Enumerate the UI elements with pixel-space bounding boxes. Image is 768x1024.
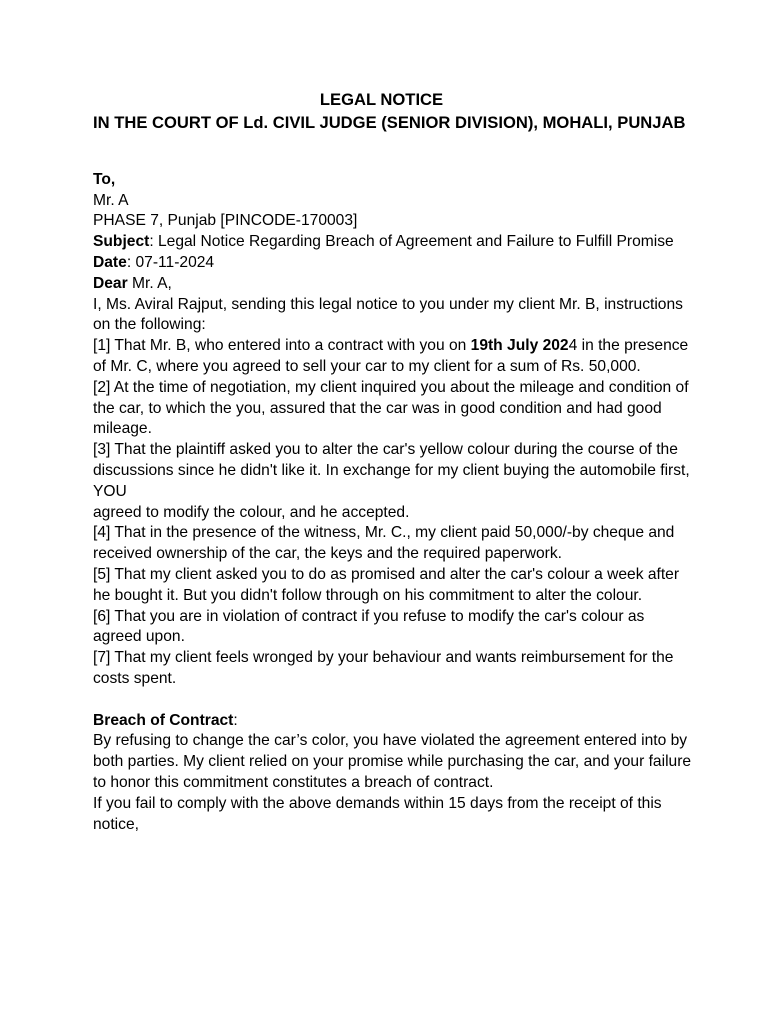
to-label-text: To, (93, 170, 116, 188)
point-2: [2] At the time of negotiation, my client inquired you about the mileage and condition of the car, to which the you, assured that the car was in good condition and had good mileage. (93, 378, 689, 438)
point-5: [5] That my client asked you to do as promised and alter the car's colour a week after he bought it. But you didn't follow through on his commitment to alter the colour. (93, 565, 680, 604)
spacer (93, 149, 693, 170)
point-1-date: 19th July 202 (470, 337, 569, 355)
point-6: [6] That you are in violation of contract if you refuse to modify the car's colour as agreed upon. (93, 607, 645, 646)
section-spacer (93, 690, 693, 711)
date-text: : 07-11-2024 (126, 253, 215, 271)
to-label (93, 170, 693, 191)
intro-paragraph: I, Ms. Aviral Rajput, sending this legal notice to you under my client Mr. B, instructions on the following: (93, 295, 683, 334)
breach-heading (93, 711, 693, 732)
breach-closing: If you fail to comply with the above demands within 15 days from the receipt of this notice, (93, 794, 662, 833)
point-3: [3] That the plaintiff asked you to alter the car's yellow colour during the course of the discussions since he didn't like it. In exchange for my client buying the automobile first, YOU (93, 441, 690, 500)
date-label: Date (93, 253, 127, 271)
point-1-start: [1] That Mr. B, who entered into a contract with you on (93, 337, 471, 355)
salutation-line (93, 274, 693, 295)
breach-colon: : (233, 711, 238, 729)
point-4: [4] That in the presence of the witness, Mr. C., my client paid 50,000/-by cheque and received ownership of the car, the keys and the required paperwork. (93, 524, 675, 563)
document-title: LEGAL NOTICE (319, 90, 444, 109)
legal-notice-page (93, 88, 693, 835)
date-line (93, 253, 693, 274)
heading-gap (93, 135, 693, 149)
salutation-label: Dear (93, 274, 128, 292)
point-3-continued: agreed to modify the colour, and he accepted. (93, 503, 410, 521)
addressee-name: Mr. A (93, 191, 129, 209)
subject-line (93, 232, 693, 253)
addressee-address: PHASE 7, Punjab [PINCODE-170003] (93, 212, 358, 230)
salutation-text: Mr. A, (127, 274, 172, 292)
court-heading: IN THE COURT OF Ld. CIVIL JUDGE (SENIOR DIVISION), MOHALI, PUNJAB (93, 113, 686, 132)
breach-label: Breach of Contract (93, 711, 234, 729)
point-1-end: 4 in the presence of Mr. C, where you agreed to sell your car to my client for a sum of Rs. 50,000. (93, 337, 689, 375)
point-7: [7] That my client feels wronged by your behaviour and wants reimbursement for the costs spent. (93, 649, 674, 687)
breach-body: By refusing to change the car’s color, you have violated the agreement entered into by both parties. My client relied on your promise while purchasing the car, and your failure to honor this commitment constitutes a breach of contract. (93, 732, 692, 791)
point-1 (93, 336, 693, 378)
subject-text: : Legal Notice Regarding Breach of Agreement and Failure to Fulfill Promise (149, 233, 674, 251)
subject-label: Subject (93, 233, 150, 251)
